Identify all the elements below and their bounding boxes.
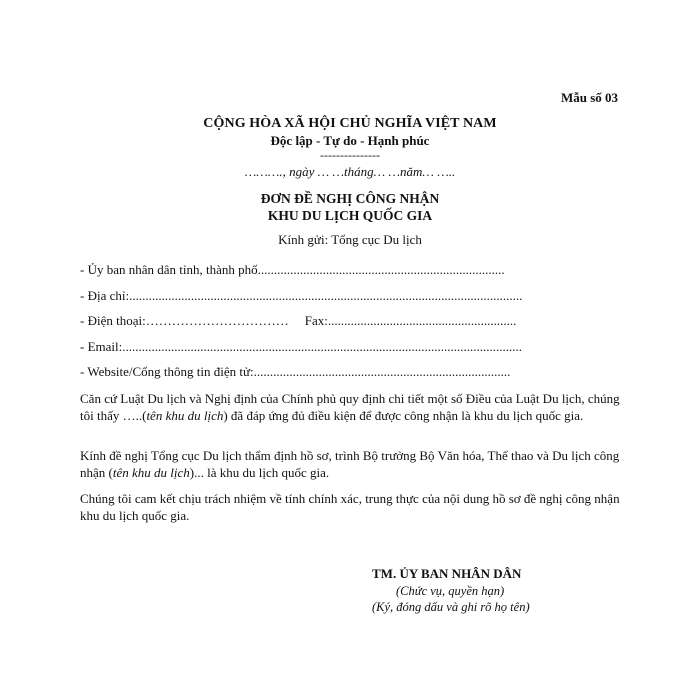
paragraph-request-text-end: )... là khu du lịch quốc gia. xyxy=(189,465,330,480)
national-motto: Độc lập - Tự do - Hạnh phúc xyxy=(270,133,430,148)
country-name: CỘNG HÒA XÃ HỘI CHỦ NGHĨA VIỆT NAM xyxy=(203,116,497,131)
field-website: - Website/Cổng thông tin điện tử:............................................................................... xyxy=(80,364,511,379)
paragraph-request xyxy=(80,447,620,481)
date-line: ………., ngày … …tháng… …năm… ….. xyxy=(244,164,456,179)
field-address: - Địa chỉ:......................................................................................................................... xyxy=(80,288,523,303)
signature-note: (Ký, đóng dấu và ghi rõ họ tên) xyxy=(372,600,530,614)
field-email: - Email:........................................................................................................................... xyxy=(80,339,522,354)
field-committee: - Ủy ban nhân dân tỉnh, thành phố............................................................................ xyxy=(80,262,505,277)
header-divider: --------------- xyxy=(320,148,380,162)
document-title-line1: ĐƠN ĐỀ NGHỊ CÔNG NHẬN xyxy=(260,191,440,206)
signature-title: TM. ỦY BAN NHÂN DÂN xyxy=(372,566,522,581)
paragraph-basis-text-end: ) đã đáp ứng đủ điều kiện để được công nhận là khu du lịch quốc gia. xyxy=(223,408,584,423)
field-phone-fax xyxy=(80,313,540,329)
signature-position: (Chức vụ, quyền hạn) xyxy=(396,584,505,598)
field-phone: - Điện thoại:…………………………… xyxy=(80,313,289,328)
paragraph-basis xyxy=(80,390,620,424)
placeholder-site-name: tên khu du lịch xyxy=(146,408,224,423)
paragraph-commitment: Chúng tôi cam kết chịu trách nhiệm về tính chính xác, trung thực của nội dung hồ sơ đề nghị công nhận khu du lịch quốc gia. xyxy=(80,491,620,523)
document-title-line2: KHU DU LỊCH QUỐC GIA xyxy=(267,208,433,223)
form-number: Mẫu số 03 xyxy=(561,90,619,105)
recipient-line: Kính gửi: Tổng cục Du lịch xyxy=(278,232,422,247)
field-fax: Fax:.......................................................... xyxy=(304,313,517,328)
paragraph-request-text: Kính đề nghị Tổng cục Du lịch thẩm định hồ sơ, trình Bộ trưởng Bộ Văn hóa, Thể thao và Du lịch công nhận ( xyxy=(80,448,620,480)
placeholder-site-name-2: tên khu du lịch xyxy=(112,465,190,480)
paragraph-basis-text: Căn cứ Luật Du lịch và Nghị định của Chính phủ quy định chi tiết một số Điều của Luật Du lịch, chúng tôi thấy …..( xyxy=(80,391,620,423)
